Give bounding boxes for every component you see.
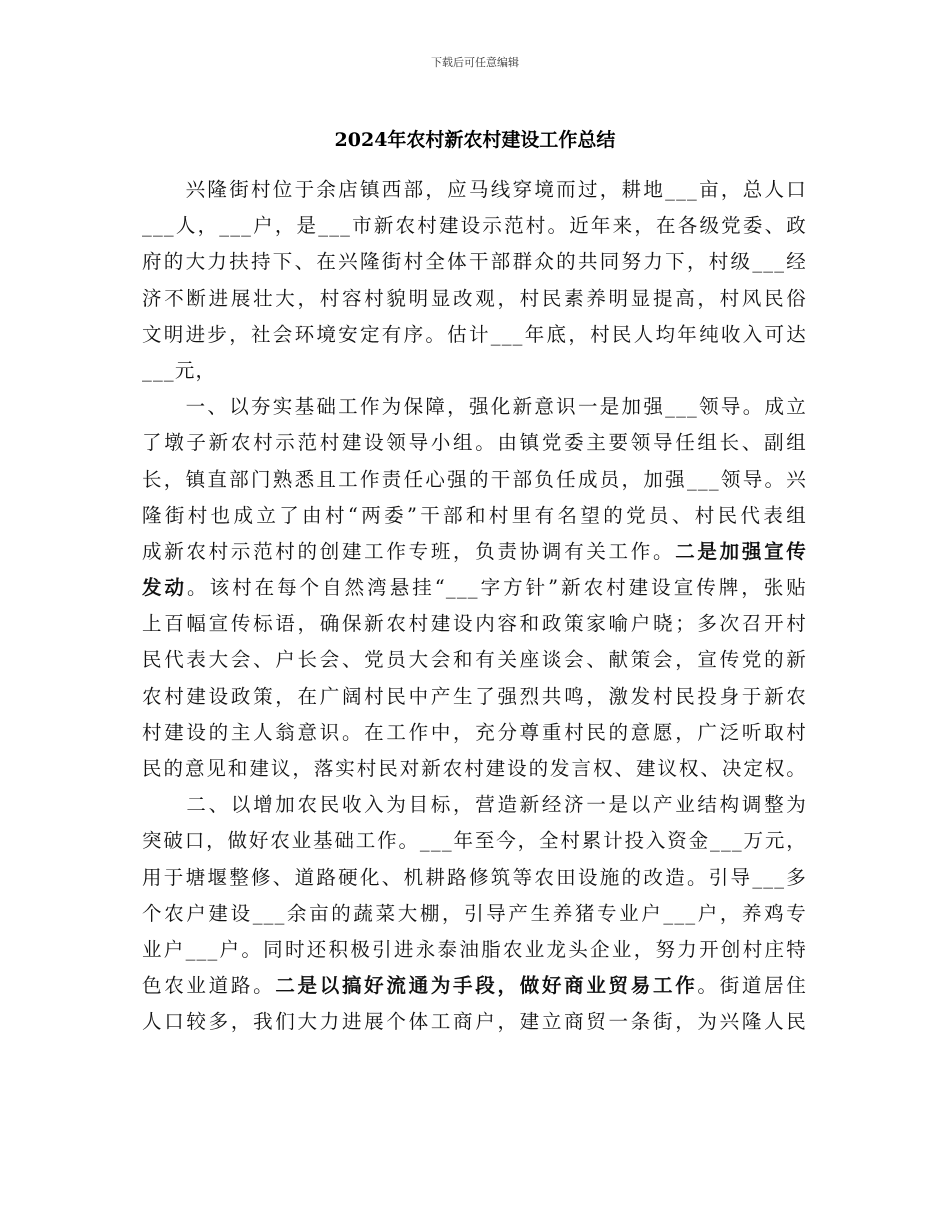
paragraph-line: [142, 968, 807, 1004]
paragraph-line: [142, 462, 807, 498]
paragraph-line: [142, 244, 807, 280]
header-note: 下载后可任意编辑: [431, 56, 519, 69]
paragraph-line: [142, 172, 807, 208]
paragraph-line: [142, 932, 807, 968]
text-segment: 二、以增加农民收入为目标，营造新经济一是以产业结构调整为: [142, 793, 807, 817]
paragraph-line: [142, 570, 807, 606]
paragraph-line: [142, 715, 807, 751]
bold-text-segment: 发动: [142, 576, 188, 600]
text-segment: 兴隆街村位于余店镇西部，应马线穿境而过，耕地___亩，总人口: [142, 178, 807, 201]
paragraph-line: [142, 281, 807, 317]
text-segment: 业户___户。同时还积极引进永泰油脂农业龙头企业，努力开创村庄特: [142, 937, 807, 961]
document-title: 2024年农村新农村建设工作总结: [334, 129, 616, 151]
document-body: [142, 172, 807, 1041]
paragraph-line: [142, 787, 807, 823]
text-segment: 上百幅宣传标语，确保新农村建设内容和政策家喻户晓；多次召开村: [142, 612, 807, 636]
paragraph-line: [142, 751, 807, 787]
paragraph-line: [142, 1004, 807, 1040]
paragraph-line: [142, 860, 807, 896]
paragraph-line: [142, 353, 807, 389]
paragraph-line: [142, 498, 807, 534]
text-segment: 一、以夯实基础工作为保障，强化新意识一是加强___领导。成立: [142, 395, 807, 419]
paragraph-line: [142, 317, 807, 353]
text-segment: 村建设的主人翁意识。在工作中，充分尊重村民的意愿，广泛听取村: [142, 720, 807, 744]
text-segment: 个农户建设___余亩的蔬菜大棚，引导产生养猪专业户___户，养鸡专: [142, 901, 807, 925]
bold-text-segment: 二是以搞好流通为手段，做好商业贸易工作: [275, 974, 698, 998]
text-segment: 用于塘堰整修、道路硬化、机耕路修筑等农田设施的改造。引导___多: [142, 865, 807, 889]
text-segment: ___人，___户，是___市新农村建设示范村。近年来，在各级党委、政: [142, 214, 807, 238]
text-segment: 农村建设政策，在广阔村民中产生了强烈共鸣，激发村民投身于新农: [142, 684, 807, 708]
text-segment: 文明进步，社会环境安定有序。估计___年底，村民人均年纯收入可达: [142, 322, 807, 346]
text-segment: 成新农村示范村的创建工作专班，负责协调有关工作。: [142, 539, 676, 563]
text-segment: 色农业道路。: [142, 974, 276, 998]
text-segment: 济不断进展壮大，村容村貌明显改观，村民素养明显提高，村风民俗: [142, 286, 807, 310]
bold-text-segment: 二是加强宣传: [675, 539, 807, 563]
paragraph-line: [142, 208, 807, 244]
paragraph-line: [142, 642, 807, 678]
text-segment: 突破口，做好农业基础工作。___年至今，全村累计投入资金___万元，: [142, 829, 807, 853]
paragraph-line: [142, 896, 807, 932]
paragraph-line: [142, 679, 807, 715]
text-segment: 隆街村也成立了由村“两委”干部和村里有名望的党员、村民代表组: [142, 503, 807, 527]
text-segment: 府的大力扶持下、在兴隆街村全体干部群众的共同努力下，村级___经: [142, 250, 807, 274]
text-segment: 民的意见和建议，落实村民对新农村建设的发言权、建议权、决定权。: [142, 757, 807, 780]
text-segment: 长，镇直部门熟悉且工作责任心强的干部负任成员，加强___领导。兴: [142, 467, 807, 491]
text-segment: 。该村在每个自然湾悬挂“___字方针”新农村建设宣传牌，张贴: [187, 576, 807, 600]
paragraph-line: [142, 425, 807, 461]
paragraph-line: [142, 389, 807, 425]
text-segment: 。街道居住: [697, 974, 807, 998]
paragraph-line: [142, 606, 807, 642]
text-segment: 人口较多，我们大力进展个体工商户，建立商贸一条街，为兴隆人民: [142, 1010, 807, 1034]
text-segment: ___元，: [142, 358, 217, 382]
paragraph-line: [142, 823, 807, 859]
paragraph-line: [142, 534, 807, 570]
text-segment: 民代表大会、户长会、党员大会和有关座谈会、献策会，宣传党的新: [142, 648, 807, 672]
text-segment: 了墩子新农村示范村建设领导小组。由镇党委主要领导任组长、副组: [142, 431, 807, 455]
